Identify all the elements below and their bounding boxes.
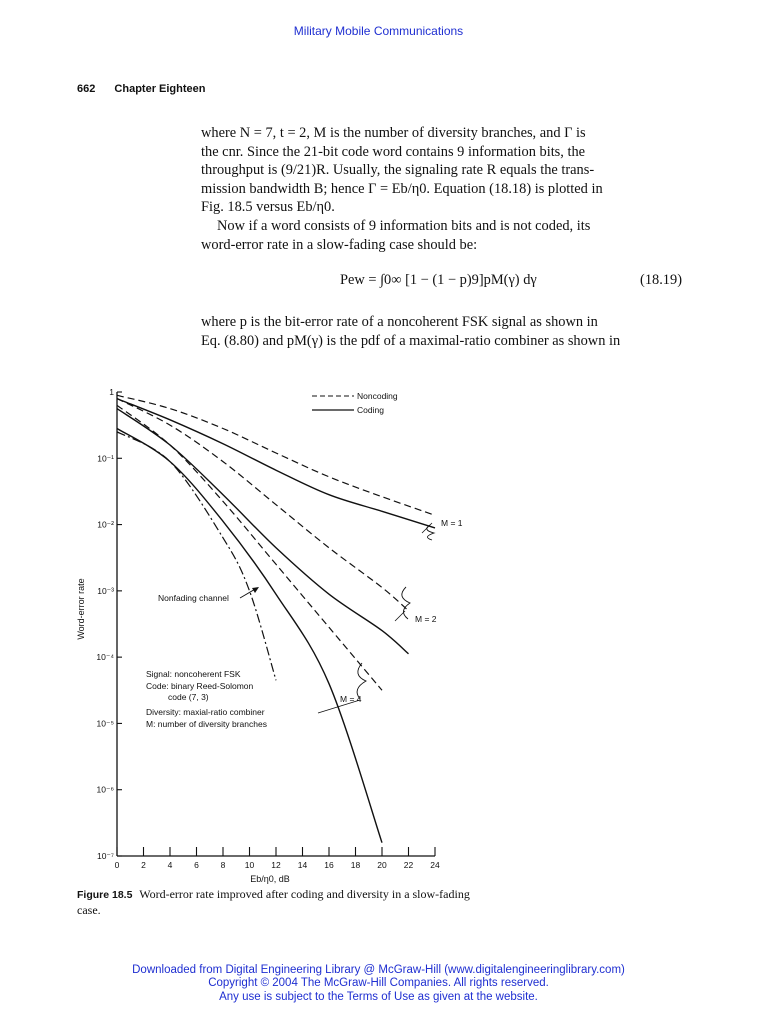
x-tick-label: 22 xyxy=(403,860,414,870)
chapter-title: Chapter Eighteen xyxy=(114,83,206,95)
y-tick-label: 10⁻⁵ xyxy=(96,718,114,729)
y-tick-label: 10⁻³ xyxy=(97,585,114,596)
figure-caption xyxy=(77,887,472,917)
series-m-4-coding xyxy=(117,429,382,843)
text-line: mission bandwidth B; hence Γ = Eb/η0. Equation (18.18) is plotted in xyxy=(201,180,603,197)
x-tick-label: 24 xyxy=(430,860,440,870)
x-tick-label: 14 xyxy=(297,860,308,870)
footer-copyright: Copyright © 2004 The McGraw-Hill Companies. All rights reserved. xyxy=(208,977,549,990)
x-tick-label: 18 xyxy=(350,860,361,870)
x-tick-label: 20 xyxy=(377,860,387,870)
m2-tick xyxy=(395,611,405,621)
y-axis-label: Word-error rate xyxy=(76,578,86,640)
text-line: where p is the bit-error rate of a noncoherent FSK signal as shown in xyxy=(201,314,598,330)
series-m-2-noncoding xyxy=(117,399,409,611)
chart-annotations xyxy=(146,391,463,729)
site-title-link[interactable]: Military Mobile Communications xyxy=(293,24,464,38)
chart-series xyxy=(117,395,435,842)
x-tick-label: 12 xyxy=(271,860,281,870)
nonfading-channel-label: Nonfading channel xyxy=(158,593,229,603)
series-m-4-noncoding xyxy=(117,405,382,690)
x-tick-label: 4 xyxy=(167,860,173,870)
series-m-2-coding xyxy=(117,409,409,654)
legend-coding: Coding xyxy=(357,405,384,415)
y-tick-label: 10⁻² xyxy=(97,519,114,530)
footer-terms: Any use is subject to the Terms of Use as given at the website. xyxy=(219,990,538,1003)
note-code-cont: code (7, 3) xyxy=(168,692,209,702)
x-axis-label: Eb/η0, dB xyxy=(250,874,290,884)
x-tick-label: 2 xyxy=(141,860,146,870)
running-head xyxy=(77,83,206,95)
x-tick-label: 16 xyxy=(324,860,334,870)
caption-text: Word-error rate improved after coding and diversity in a slow-fading case. xyxy=(77,887,470,917)
series-m-1-coding xyxy=(117,399,435,528)
note-signal: Signal: noncoherent FSK xyxy=(146,669,241,679)
text-line: Eq. (8.80) and pM(γ) is the pdf of a maximal-ratio combiner as shown in xyxy=(201,332,621,349)
note-diversity: Diversity: maxial-ratio combiner xyxy=(146,707,265,717)
m2-bracket xyxy=(402,587,410,619)
text-line: Fig. 18.5 versus Eb/η0. xyxy=(201,199,335,216)
page-number: 662 xyxy=(77,83,96,95)
paragraph-1 xyxy=(201,124,682,254)
text-line: throughput is (9/21)R. Usually, the signaling rate R equals the trans- xyxy=(201,162,595,179)
word-error-rate-chart xyxy=(60,375,463,884)
equation-number: (18.19) xyxy=(640,272,682,288)
m1-label: M = 1 xyxy=(441,518,463,528)
equation-body: Pew = ∫0∞ [1 − (1 − p)9]pM(γ) dγ xyxy=(340,272,537,288)
legend-noncoding: Noncoding xyxy=(357,391,398,401)
text-line: word-error rate in a slow-fading case should be: xyxy=(201,236,478,253)
figure-label: Figure 18.5 xyxy=(77,889,133,901)
y-tick-label: 10⁻¹ xyxy=(97,453,114,464)
note-code: Code: binary Reed-Solomon xyxy=(146,681,254,691)
y-tick-label: 10⁻⁴ xyxy=(96,652,114,663)
x-tick-label: 6 xyxy=(194,860,199,870)
m4-label: M = 4 xyxy=(340,694,362,704)
note-m: M: number of diversity branches xyxy=(146,719,267,729)
y-tick-label: 10⁻⁶ xyxy=(96,784,114,795)
paragraph-3 xyxy=(201,313,682,350)
m2-label: M = 2 xyxy=(415,614,437,624)
equation-18-19 xyxy=(201,266,682,306)
y-tick-label: 10⁻⁷ xyxy=(96,851,114,861)
text-line: the cnr. Since the 21-bit code word contains 9 information bits, the xyxy=(201,143,586,160)
x-tick-label: 8 xyxy=(220,860,226,870)
text-line: where N = 7, t = 2, M is the number of diversity branches, and Γ is xyxy=(201,125,586,141)
y-tick-label: 1 xyxy=(109,387,114,397)
x-tick-label: 10 xyxy=(244,860,255,870)
footer xyxy=(0,964,757,1004)
x-tick-label: 0 xyxy=(114,860,120,870)
series-m-1-noncoding xyxy=(117,395,435,515)
text-line: Now if a word consists of 9 information bits and is not coded, its xyxy=(217,217,591,234)
footer-download-link[interactable]: Downloaded from Digital Engineering Library @ McGraw-Hill (www.digitalengineeringlibrary.com) xyxy=(132,964,625,976)
